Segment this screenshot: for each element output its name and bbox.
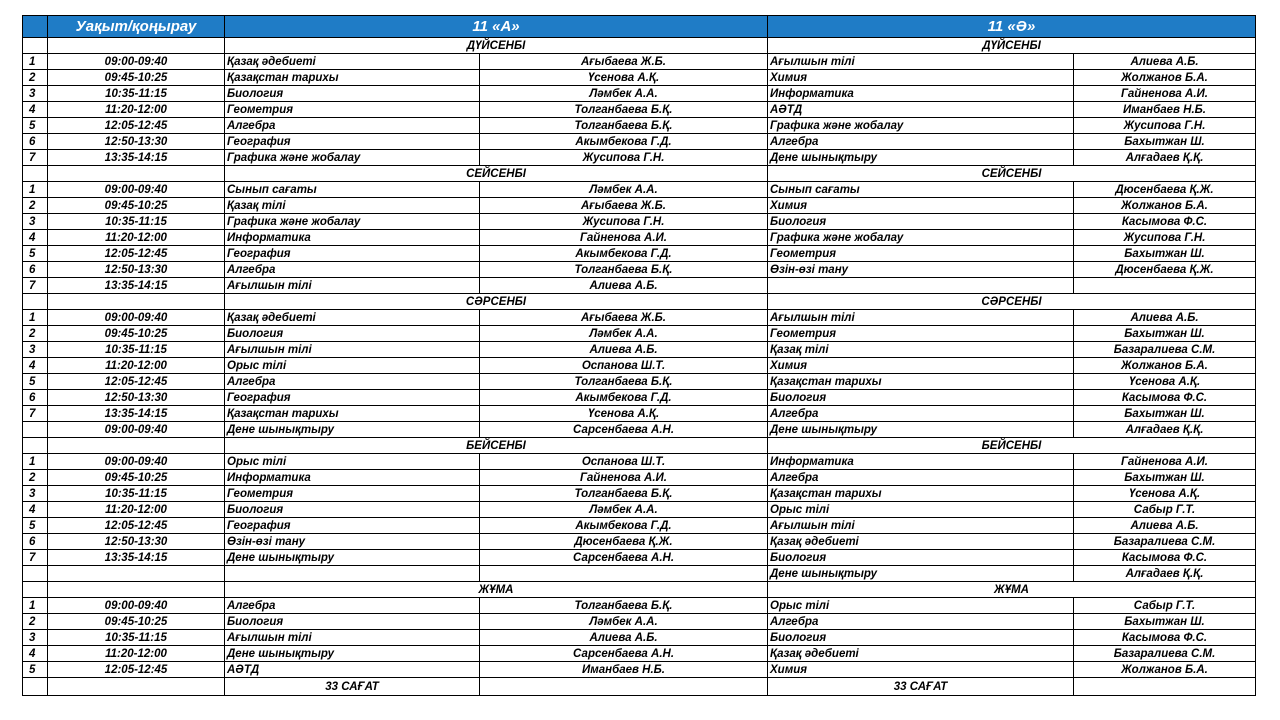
subject-b: Алгебра xyxy=(768,134,1074,150)
lesson-time: 11:20-12:00 xyxy=(48,230,225,246)
lesson-number: 3 xyxy=(23,86,48,102)
lesson-row xyxy=(23,630,1256,646)
lesson-row xyxy=(23,550,1256,566)
header-class-a: 11 «А» xyxy=(225,16,768,38)
lesson-number: 5 xyxy=(23,374,48,390)
day-label-a: СӘРСЕНБІ xyxy=(225,294,768,310)
lesson-number: 6 xyxy=(23,134,48,150)
lesson-row xyxy=(23,230,1256,246)
lesson-time: 11:20-12:00 xyxy=(48,646,225,662)
subject-a: Алгебра xyxy=(225,262,480,278)
subject-b: АӘТД xyxy=(768,102,1074,118)
subject-b: Графика және жобалау xyxy=(768,230,1074,246)
teacher-b: Иманбаев Н.Б. xyxy=(1074,102,1256,118)
teacher-a: Акымбекова Г.Д. xyxy=(480,246,768,262)
subject-a: Орыс тілі xyxy=(225,454,480,470)
lesson-row xyxy=(23,358,1256,374)
lesson-row xyxy=(23,86,1256,102)
day-label-b: СӘРСЕНБІ xyxy=(768,294,1256,310)
lesson-number: 1 xyxy=(23,454,48,470)
teacher-a: Жусипова Г.Н. xyxy=(480,150,768,166)
subject-a: Ағылшын тілі xyxy=(225,278,480,294)
teacher-a: Ләмбек А.А. xyxy=(480,502,768,518)
teacher-a: Акымбекова Г.Д. xyxy=(480,134,768,150)
lesson-row xyxy=(23,326,1256,342)
teacher-a: Толганбаева Б.Қ. xyxy=(480,118,768,134)
subject-b: Орыс тілі xyxy=(768,598,1074,614)
lesson-number xyxy=(23,566,48,582)
teacher-b: Бахытжан Ш. xyxy=(1074,246,1256,262)
subject-b: Алгебра xyxy=(768,470,1074,486)
lesson-time: 09:45-10:25 xyxy=(48,198,225,214)
lesson-time: 13:35-14:15 xyxy=(48,150,225,166)
lesson-time: 12:50-13:30 xyxy=(48,262,225,278)
subject-a: Информатика xyxy=(225,230,480,246)
teacher-a: Ләмбек А.А. xyxy=(480,86,768,102)
day-blank xyxy=(23,582,48,598)
subject-a: Алгебра xyxy=(225,598,480,614)
lesson-number: 2 xyxy=(23,470,48,486)
subject-b: Қазақ әдебиеті xyxy=(768,534,1074,550)
teacher-a: Алиева А.Б. xyxy=(480,278,768,294)
lesson-time: 12:50-13:30 xyxy=(48,134,225,150)
teacher-a: Толганбаева Б.Қ. xyxy=(480,374,768,390)
total-hours-a: 33 САҒАТ xyxy=(225,678,480,696)
subject-a: Алгебра xyxy=(225,374,480,390)
subject-a: Информатика xyxy=(225,470,480,486)
teacher-a: Ағыбаева Ж.Б. xyxy=(480,54,768,70)
teacher-a: Иманбаев Н.Б. xyxy=(480,662,768,678)
lesson-number: 6 xyxy=(23,534,48,550)
day-blank xyxy=(23,38,48,54)
lesson-time: 10:35-11:15 xyxy=(48,86,225,102)
lesson-row xyxy=(23,454,1256,470)
day-blank xyxy=(48,166,225,182)
subject-b: Химия xyxy=(768,198,1074,214)
lesson-row xyxy=(23,134,1256,150)
lesson-time: 09:45-10:25 xyxy=(48,470,225,486)
teacher-b: Дюсенбаева Қ.Ж. xyxy=(1074,182,1256,198)
lesson-row xyxy=(23,150,1256,166)
day-blank xyxy=(23,438,48,454)
teacher-a: Үсенова А.Қ. xyxy=(480,406,768,422)
lesson-time: 09:45-10:25 xyxy=(48,70,225,86)
subject-b: Қазақстан тарихы xyxy=(768,374,1074,390)
lesson-number: 7 xyxy=(23,550,48,566)
subject-b: Химия xyxy=(768,70,1074,86)
lesson-row xyxy=(23,470,1256,486)
day-header-row xyxy=(23,438,1256,454)
subject-a: АӘТД xyxy=(225,662,480,678)
lesson-time: 13:35-14:15 xyxy=(48,550,225,566)
teacher-b: Базаралиева С.М. xyxy=(1074,646,1256,662)
subject-b: Ағылшын тілі xyxy=(768,310,1074,326)
subject-a: Биология xyxy=(225,86,480,102)
teacher-a: Ағыбаева Ж.Б. xyxy=(480,310,768,326)
subject-b: Биология xyxy=(768,390,1074,406)
lesson-row xyxy=(23,566,1256,582)
subject-b: Ағылшын тілі xyxy=(768,518,1074,534)
teacher-a: Алиева А.Б. xyxy=(480,630,768,646)
subject-b: Геометрия xyxy=(768,246,1074,262)
lesson-row xyxy=(23,310,1256,326)
subject-b: Қазақстан тарихы xyxy=(768,486,1074,502)
day-header-row xyxy=(23,38,1256,54)
subject-b: Алгебра xyxy=(768,614,1074,630)
lesson-time: 12:05-12:45 xyxy=(48,246,225,262)
header-class-b: 11 «Ә» xyxy=(768,16,1256,38)
subject-b xyxy=(768,278,1074,294)
lesson-row xyxy=(23,54,1256,70)
lesson-time: 09:45-10:25 xyxy=(48,326,225,342)
teacher-b: Үсенова А.Қ. xyxy=(1074,374,1256,390)
lesson-time: 10:35-11:15 xyxy=(48,214,225,230)
day-label-a: ДҮЙСЕНБІ xyxy=(225,38,768,54)
subject-b: Дене шынықтыру xyxy=(768,422,1074,438)
subject-a: Ағылшын тілі xyxy=(225,342,480,358)
teacher-a xyxy=(480,566,768,582)
subject-a: Дене шынықтыру xyxy=(225,550,480,566)
teacher-a: Сарсенбаева А.Н. xyxy=(480,646,768,662)
teacher-b: Алғадаев Қ.Қ. xyxy=(1074,422,1256,438)
teacher-b: Гайненова А.И. xyxy=(1074,454,1256,470)
teacher-b: Дюсенбаева Қ.Ж. xyxy=(1074,262,1256,278)
teacher-b: Бахытжан Ш. xyxy=(1074,470,1256,486)
lesson-row xyxy=(23,182,1256,198)
teacher-b: Алғадаев Қ.Қ. xyxy=(1074,566,1256,582)
teacher-b: Бахытжан Ш. xyxy=(1074,326,1256,342)
lesson-time: 10:35-11:15 xyxy=(48,486,225,502)
lesson-number xyxy=(23,422,48,438)
lesson-row xyxy=(23,518,1256,534)
teacher-b: Жолжанов Б.А. xyxy=(1074,662,1256,678)
teacher-a: Дюсенбаева Қ.Ж. xyxy=(480,534,768,550)
teacher-b: Үсенова А.Қ. xyxy=(1074,486,1256,502)
lesson-time: 11:20-12:00 xyxy=(48,102,225,118)
subject-b: Геометрия xyxy=(768,326,1074,342)
day-header-row xyxy=(23,582,1256,598)
teacher-a: Ләмбек А.А. xyxy=(480,326,768,342)
teacher-b: Гайненова А.И. xyxy=(1074,86,1256,102)
lesson-time: 09:00-09:40 xyxy=(48,310,225,326)
subject-a: Ағылшын тілі xyxy=(225,630,480,646)
subject-b: Биология xyxy=(768,214,1074,230)
lesson-number: 1 xyxy=(23,310,48,326)
lesson-number: 4 xyxy=(23,230,48,246)
subject-a: Сынып сағаты xyxy=(225,182,480,198)
lesson-number: 2 xyxy=(23,70,48,86)
subject-a: Дене шынықтыру xyxy=(225,646,480,662)
lesson-number: 2 xyxy=(23,198,48,214)
subject-b: Графика және жобалау xyxy=(768,118,1074,134)
subject-a: Биология xyxy=(225,326,480,342)
teacher-b: Бахытжан Ш. xyxy=(1074,134,1256,150)
teacher-b: Алиева А.Б. xyxy=(1074,518,1256,534)
lesson-number: 4 xyxy=(23,102,48,118)
teacher-b: Алиева А.Б. xyxy=(1074,310,1256,326)
teacher-b: Касымова Ф.С. xyxy=(1074,630,1256,646)
teacher-b: Жолжанов Б.А. xyxy=(1074,198,1256,214)
schedule-sheet xyxy=(22,15,1256,696)
total-blank xyxy=(23,678,48,696)
day-blank xyxy=(48,294,225,310)
subject-a: Графика және жобалау xyxy=(225,214,480,230)
day-label-a: БЕЙСЕНБІ xyxy=(225,438,768,454)
teacher-b: Сабыр Г.Т. xyxy=(1074,598,1256,614)
lesson-row xyxy=(23,502,1256,518)
teacher-b: Алғадаев Қ.Қ. xyxy=(1074,150,1256,166)
subject-b: Информатика xyxy=(768,454,1074,470)
lesson-time: 13:35-14:15 xyxy=(48,278,225,294)
teacher-b: Касымова Ф.С. xyxy=(1074,550,1256,566)
subject-a: География xyxy=(225,246,480,262)
lesson-row xyxy=(23,374,1256,390)
day-blank xyxy=(48,38,225,54)
lesson-number: 3 xyxy=(23,630,48,646)
header-row xyxy=(23,16,1256,38)
lesson-time: 12:05-12:45 xyxy=(48,118,225,134)
subject-b: Информатика xyxy=(768,86,1074,102)
subject-a: Дене шынықтыру xyxy=(225,422,480,438)
day-blank xyxy=(23,294,48,310)
subject-b: Биология xyxy=(768,550,1074,566)
lesson-time xyxy=(48,566,225,582)
subject-a: Алгебра xyxy=(225,118,480,134)
lesson-number: 3 xyxy=(23,486,48,502)
subject-a: География xyxy=(225,518,480,534)
day-label-a: СЕЙСЕНБІ xyxy=(225,166,768,182)
teacher-b: Жолжанов Б.А. xyxy=(1074,70,1256,86)
subject-b: Қазақ тілі xyxy=(768,342,1074,358)
lesson-row xyxy=(23,198,1256,214)
subject-a: Қазақстан тарихы xyxy=(225,70,480,86)
teacher-b: Базаралиева С.М. xyxy=(1074,342,1256,358)
lesson-row xyxy=(23,534,1256,550)
day-header-row xyxy=(23,294,1256,310)
teacher-a: Толганбаева Б.Қ. xyxy=(480,102,768,118)
day-blank xyxy=(23,166,48,182)
header-time: Уақыт/қоңырау xyxy=(48,16,225,38)
teacher-a: Алиева А.Б. xyxy=(480,342,768,358)
subject-a: Қазақстан тарихы xyxy=(225,406,480,422)
lesson-number: 7 xyxy=(23,150,48,166)
subject-b: Химия xyxy=(768,662,1074,678)
subject-a: Қазақ әдебиеті xyxy=(225,54,480,70)
teacher-b: Касымова Ф.С. xyxy=(1074,214,1256,230)
lesson-time: 11:20-12:00 xyxy=(48,502,225,518)
day-label-a: ЖҰМА xyxy=(225,582,768,598)
subject-b: Өзін-өзі тану xyxy=(768,262,1074,278)
lesson-row xyxy=(23,598,1256,614)
lesson-number: 4 xyxy=(23,358,48,374)
subject-a: Қазақ тілі xyxy=(225,198,480,214)
lesson-time: 09:00-09:40 xyxy=(48,598,225,614)
lesson-row xyxy=(23,262,1256,278)
lesson-number: 2 xyxy=(23,614,48,630)
teacher-a: Ләмбек А.А. xyxy=(480,182,768,198)
lesson-row xyxy=(23,246,1256,262)
subject-b: Алгебра xyxy=(768,406,1074,422)
teacher-b: Жусипова Г.Н. xyxy=(1074,118,1256,134)
lesson-time: 12:05-12:45 xyxy=(48,518,225,534)
teacher-a: Ағыбаева Ж.Б. xyxy=(480,198,768,214)
lesson-number: 6 xyxy=(23,262,48,278)
subject-b: Биология xyxy=(768,630,1074,646)
subject-b: Қазақ әдебиеті xyxy=(768,646,1074,662)
lesson-time: 09:45-10:25 xyxy=(48,614,225,630)
lesson-time: 09:00-09:40 xyxy=(48,454,225,470)
teacher-a: Оспанова Ш.Т. xyxy=(480,358,768,374)
teacher-b: Алиева А.Б. xyxy=(1074,54,1256,70)
lesson-time: 10:35-11:15 xyxy=(48,342,225,358)
lesson-number: 3 xyxy=(23,214,48,230)
total-blank xyxy=(480,678,768,696)
teacher-a: Жусипова Г.Н. xyxy=(480,214,768,230)
lesson-row xyxy=(23,614,1256,630)
lesson-number: 7 xyxy=(23,406,48,422)
teacher-b: Касымова Ф.С. xyxy=(1074,390,1256,406)
lesson-number: 6 xyxy=(23,390,48,406)
total-blank xyxy=(48,678,225,696)
lesson-time: 11:20-12:00 xyxy=(48,358,225,374)
lesson-time: 12:50-13:30 xyxy=(48,390,225,406)
teacher-b xyxy=(1074,278,1256,294)
subject-a: Орыс тілі xyxy=(225,358,480,374)
teacher-a: Гайненова А.И. xyxy=(480,230,768,246)
lesson-number: 3 xyxy=(23,342,48,358)
lesson-row xyxy=(23,406,1256,422)
subject-a: Графика және жобалау xyxy=(225,150,480,166)
lesson-row xyxy=(23,486,1256,502)
teacher-a: Гайненова А.И. xyxy=(480,470,768,486)
total-blank xyxy=(1074,678,1256,696)
teacher-a: Толганбаева Б.Қ. xyxy=(480,262,768,278)
lesson-row xyxy=(23,662,1256,678)
day-label-b: ЖҰМА xyxy=(768,582,1256,598)
header-corner xyxy=(23,16,48,38)
teacher-a: Ләмбек А.А. xyxy=(480,614,768,630)
teacher-b: Жусипова Г.Н. xyxy=(1074,230,1256,246)
subject-b: Орыс тілі xyxy=(768,502,1074,518)
subject-a: Геометрия xyxy=(225,486,480,502)
lesson-row xyxy=(23,390,1256,406)
lesson-number: 1 xyxy=(23,598,48,614)
teacher-a: Акымбекова Г.Д. xyxy=(480,518,768,534)
lesson-time: 13:35-14:15 xyxy=(48,406,225,422)
lesson-time: 10:35-11:15 xyxy=(48,630,225,646)
lesson-row xyxy=(23,70,1256,86)
lesson-number: 5 xyxy=(23,662,48,678)
subject-a: География xyxy=(225,134,480,150)
teacher-a: Толганбаева Б.Қ. xyxy=(480,486,768,502)
lesson-number: 4 xyxy=(23,646,48,662)
teacher-a: Сарсенбаева А.Н. xyxy=(480,422,768,438)
teacher-b: Жолжанов Б.А. xyxy=(1074,358,1256,374)
lesson-number: 5 xyxy=(23,518,48,534)
lesson-row xyxy=(23,646,1256,662)
lesson-number: 2 xyxy=(23,326,48,342)
day-label-b: ДҮЙСЕНБІ xyxy=(768,38,1256,54)
lesson-row xyxy=(23,214,1256,230)
schedule-table xyxy=(22,15,1256,696)
teacher-b: Сабыр Г.Т. xyxy=(1074,502,1256,518)
teacher-a: Сарсенбаева А.Н. xyxy=(480,550,768,566)
subject-b: Дене шынықтыру xyxy=(768,566,1074,582)
lesson-number: 5 xyxy=(23,118,48,134)
lesson-time: 12:50-13:30 xyxy=(48,534,225,550)
subject-a xyxy=(225,566,480,582)
lesson-time: 09:00-09:40 xyxy=(48,422,225,438)
day-blank xyxy=(48,582,225,598)
subject-b: Дене шынықтыру xyxy=(768,150,1074,166)
teacher-a: Акымбекова Г.Д. xyxy=(480,390,768,406)
subject-b: Химия xyxy=(768,358,1074,374)
lesson-row xyxy=(23,342,1256,358)
total-hours-b: 33 САҒАТ xyxy=(768,678,1074,696)
lesson-time: 12:05-12:45 xyxy=(48,662,225,678)
day-label-b: СЕЙСЕНБІ xyxy=(768,166,1256,182)
total-row xyxy=(23,678,1256,696)
subject-a: География xyxy=(225,390,480,406)
teacher-b: Базаралиева С.М. xyxy=(1074,534,1256,550)
subject-b: Ағылшын тілі xyxy=(768,54,1074,70)
lesson-number: 7 xyxy=(23,278,48,294)
subject-a: Геометрия xyxy=(225,102,480,118)
teacher-a: Оспанова Ш.Т. xyxy=(480,454,768,470)
lesson-time: 09:00-09:40 xyxy=(48,182,225,198)
subject-a: Биология xyxy=(225,502,480,518)
lesson-time: 12:05-12:45 xyxy=(48,374,225,390)
day-header-row xyxy=(23,166,1256,182)
day-label-b: БЕЙСЕНБІ xyxy=(768,438,1256,454)
lesson-row xyxy=(23,278,1256,294)
lesson-time: 09:00-09:40 xyxy=(48,54,225,70)
lesson-row xyxy=(23,118,1256,134)
lesson-number: 4 xyxy=(23,502,48,518)
subject-a: Биология xyxy=(225,614,480,630)
teacher-a: Үсенова А.Қ. xyxy=(480,70,768,86)
lesson-number: 1 xyxy=(23,182,48,198)
teacher-b: Бахытжан Ш. xyxy=(1074,406,1256,422)
lesson-number: 1 xyxy=(23,54,48,70)
subject-b: Сынып сағаты xyxy=(768,182,1074,198)
subject-a: Қазақ әдебиеті xyxy=(225,310,480,326)
lesson-row xyxy=(23,422,1256,438)
lesson-row xyxy=(23,102,1256,118)
subject-a: Өзін-өзі тану xyxy=(225,534,480,550)
teacher-b: Бахытжан Ш. xyxy=(1074,614,1256,630)
day-blank xyxy=(48,438,225,454)
lesson-number: 5 xyxy=(23,246,48,262)
teacher-a: Толганбаева Б.Қ. xyxy=(480,598,768,614)
